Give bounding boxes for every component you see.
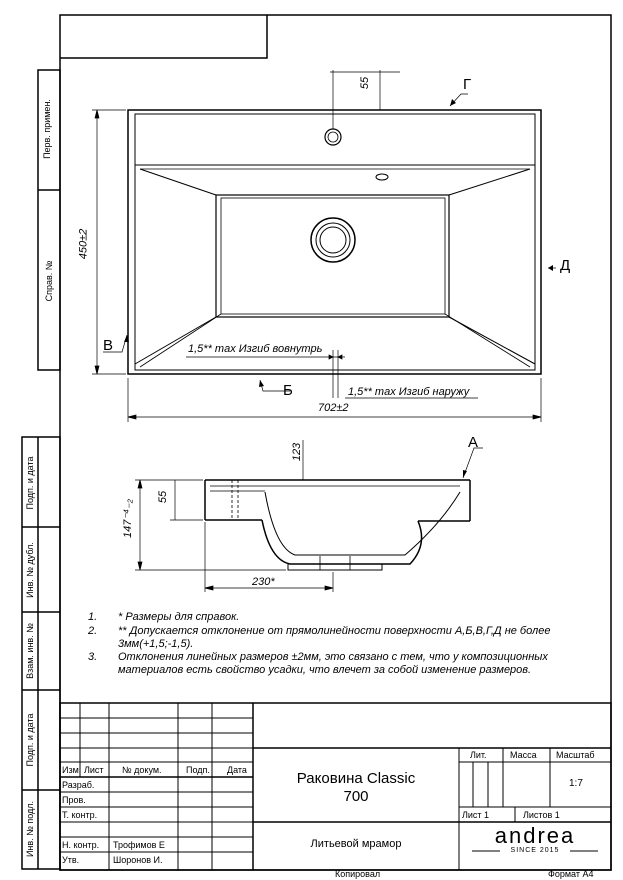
label-podp-data-2: Подп. и дата (25, 713, 35, 767)
sheet-frame (60, 15, 611, 870)
label-inv-dubl: Инв. № дубл. (25, 542, 35, 598)
hdr-massa: Масса (510, 750, 537, 760)
row-utv: Утв. (62, 855, 80, 865)
callout-d: Д (560, 257, 571, 274)
sheet-number: Лист 1 (462, 810, 490, 820)
label-vzam-inv: Взам. инв. № (25, 623, 35, 679)
hdr-podp: Подп. (186, 765, 210, 775)
note-1-text: * Размеры для справок. (118, 611, 240, 623)
dim-basin-depth: 230* (252, 576, 275, 588)
row-razrab: Разраб. (62, 780, 95, 790)
top-view (128, 110, 541, 374)
dim-top-offset: 55 (359, 76, 372, 90)
hdr-izm: Изм (62, 765, 79, 775)
hdr-list: Лист (84, 765, 104, 775)
bend-inward-note: 1,5** max Изгиб вовнутрь (188, 343, 323, 355)
dim-height: 450±2 (77, 228, 90, 260)
product-title: Раковина Classic (296, 770, 416, 787)
row-n-kontr: Н. контр. (62, 840, 100, 850)
hdr-data: Дата (227, 765, 247, 775)
row-t-kontr: Т. контр. (62, 810, 98, 820)
note-3-num: 3. (88, 651, 98, 663)
sheets-total: Листов 1 (523, 810, 560, 820)
product-size: 700 (343, 788, 369, 805)
note-2-num: 2. (88, 625, 98, 637)
row-prov: Пров. (62, 795, 86, 805)
scale-value: 1:7 (569, 778, 583, 789)
top-view-dimensions (92, 70, 556, 478)
side-view-dimensions (135, 440, 333, 592)
callout-v: В (103, 337, 114, 354)
callout-a: А (468, 434, 479, 451)
bend-outward-note: 1,5** max Изгиб наружу (348, 386, 470, 398)
callout-b: Б (283, 382, 293, 399)
label-inv-podl: Инв. № подл. (25, 800, 35, 858)
material: Литьевой мрамор (310, 838, 402, 850)
hdr-lit: Лит. (470, 750, 487, 760)
label-sprav-no: Справ. № (44, 260, 54, 302)
dim-depth: 123 (291, 442, 304, 462)
top-stamp-box (60, 15, 267, 58)
label-podp-data-1: Подп. и дата (25, 456, 35, 510)
label-perv-primen: Перв. примен. (42, 99, 52, 159)
dim-total-height: 147⁻⁴₋₂ (121, 499, 134, 538)
brand-logo: andrea (494, 823, 576, 848)
dim-width: 702±2 (318, 402, 349, 414)
name-n-kontr: Трофимов Е (113, 840, 165, 850)
dim-side-55: 55 (157, 490, 170, 504)
note-2-text: ** Допускается отклонение от прямолинейности поверхности А,Б,В,Г,Д не более 3мм(+1,5;-1,5). (118, 625, 551, 650)
brand-since: SINCE 2015 (510, 847, 560, 854)
format-label: Формат А4 (548, 869, 594, 879)
side-view (205, 480, 470, 570)
note-3-text: Отклонения линейных размеров ±2мм, это связано с тем, что у композиционных материалов есть свойство усадки, что влечет за собой изменение размеров. (118, 651, 548, 676)
kopiroval-label: Копировал (335, 869, 381, 879)
hdr-doc: № докум. (122, 765, 162, 775)
note-1-num: 1. (88, 611, 98, 623)
name-utv: Шоронов И. (113, 855, 163, 865)
hdr-masshtab: Масштаб (556, 750, 595, 760)
callout-g: Г (463, 76, 472, 93)
